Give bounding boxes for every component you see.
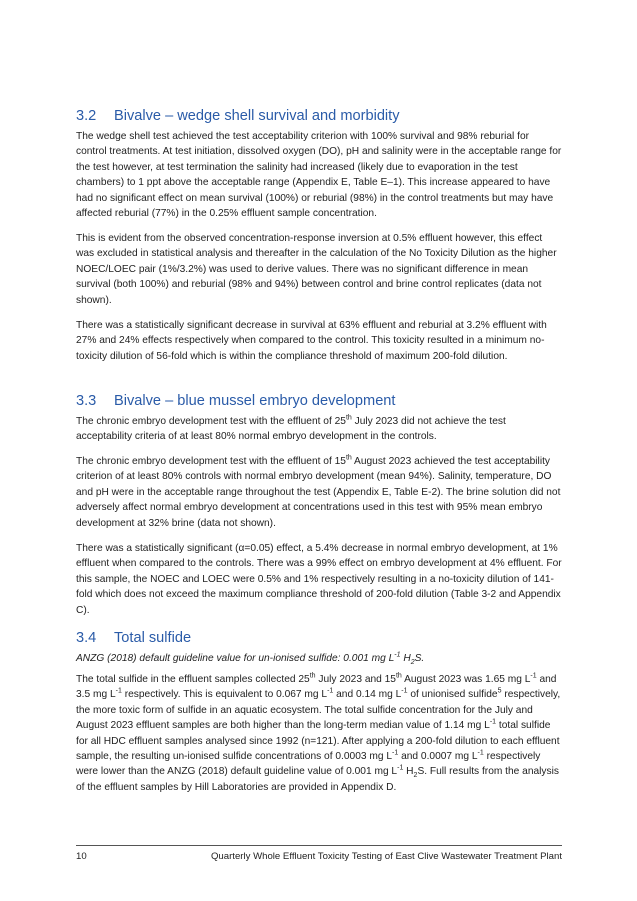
paragraph: The wedge shell test achieved the test acceptability criterion with 100% survival and 98% reburial for control treatments. At test initiation, dissolved oxygen (DO), pH and salinity were in the acceptable range for the test however, at test termination the salinity had increased (likely due to evaporation in the test chambers) to 1 ppt above the acceptable range (Appendix E, Table E–1). This increase appeared to have had no significant effect on mean survival (100%) or reburial (98%) in the control treatments but may have affected reburial (77%) in the 0.25% effluent sample concentration. bbox=[76, 131, 562, 220]
paragraph: There was a statistically significant decrease in survival at 63% effluent and reburial at 3.2% effluent with 27% and 24% effects respectively when compared to the control. This toxicity resulted in a minimum no-toxicity dilution of 56-fold which is within the compliance threshold of maximum 200-fold dilution. bbox=[76, 320, 547, 362]
paragraph: The chronic embryo development test with the effluent of 25th July 2023 did not achieve the test acceptability criteria of at least 80% normal embryo development in the controls. bbox=[76, 414, 506, 443]
section-number: 3.3 bbox=[76, 393, 97, 409]
running-title: Quarterly Whole Effluent Toxicity Testing of East Clive Wastewater Treatment Plant bbox=[210, 851, 562, 862]
paragraph: There was a statistically significant (α=0.05) effect, a 5.4% decrease in normal embryo development, at 1% effluent when compared to the controls. There was a 99% effect on embryo development at 4% effluent. For this sample, the NOEC and LOEC were 0.5% and 1% respectively resulting in a no-toxicity dilution of 141-fold which does not exceed the maximum compliance threshold of 200-fold dilution (Table 3-2 and Appendix C). bbox=[76, 543, 562, 616]
section-number: 3.4 bbox=[76, 630, 97, 646]
section-number: 3.2 bbox=[76, 108, 97, 124]
section-heading-3-2 bbox=[76, 107, 400, 125]
footnote-ref: 5 bbox=[497, 688, 502, 696]
section-heading-3-4 bbox=[76, 629, 191, 647]
paragraph: The total sulfide in the effluent samples collected 25th July 2023 and 15th August 2023 was 1.65 mg $L^{-1}$ and 3.5 mg $L^{-1}$ respectively. This is equivalent to 0.067 mg $L^{-1}$ and 0.14 mg $L^{-1}$ of unionised sulfide$^5$ respectively, the more toxic form of sulfide in an aquatic ecosystem. The total sulfide concentration for the July and August 2023 effluent samples are both higher than the long-term median value of 1.14 mg $L^{-1}$ total sulfide for all HDC effluent samples analysed since 1992 (n=121). After applying a 200-fold dilution to each effluent sample, the resulting un-ionised sulfide concentrations of 0.0003 mg $L^{-1}$ and 0.0007 mg $L^{-1}$ respectively were lower than the ANZG (2018) default guideline value of 0.001 mg $L^{-1}$ $H_2S$. Full results from the analysis of the effluent samples by Hill Laboratories are provided in Appendix D. bbox=[76, 672, 561, 793]
section-title: Bivalve – wedge shell survival and morbidity bbox=[114, 108, 400, 124]
section-title: Bivalve – blue mussel embryo development bbox=[114, 393, 396, 409]
page-number: 10 bbox=[76, 851, 87, 862]
section-heading-3-3 bbox=[76, 392, 395, 410]
section-title: Total sulfide bbox=[114, 630, 192, 646]
paragraph: This is evident from the observed concentration-response inversion at 0.5% effluent however, this effect was excluded in statistical analysis and thereafter in the calculation of the No Toxicity Dilution as the higher NOEC/LOEC pair (1%/3.2%) was used to derive values. There was no significant difference in mean survival (both 100%) and reburial (98% and 94%) between control and brine control replicates (data not shown). bbox=[76, 233, 557, 306]
guideline-statement: ANZG (2018) default guideline value for un-ionised sulfide: 0.001 mg $L^{-1}$ $H_2S$. bbox=[76, 651, 425, 667]
paragraph: The chronic embryo development test with the effluent of 15th August 2023 achieved the test acceptability criterion of at least 80% controls with normal embryo development (mean 94%). Salinity, temperature, DO and pH were in the acceptable range throughout the test (Appendix E, Table E-2). The brine solution did not adversely affect normal embryo development at concentrations used in this test with 95% mean embryo development at 32% brine (data not shown). bbox=[76, 454, 561, 529]
footer-divider bbox=[76, 845, 562, 846]
